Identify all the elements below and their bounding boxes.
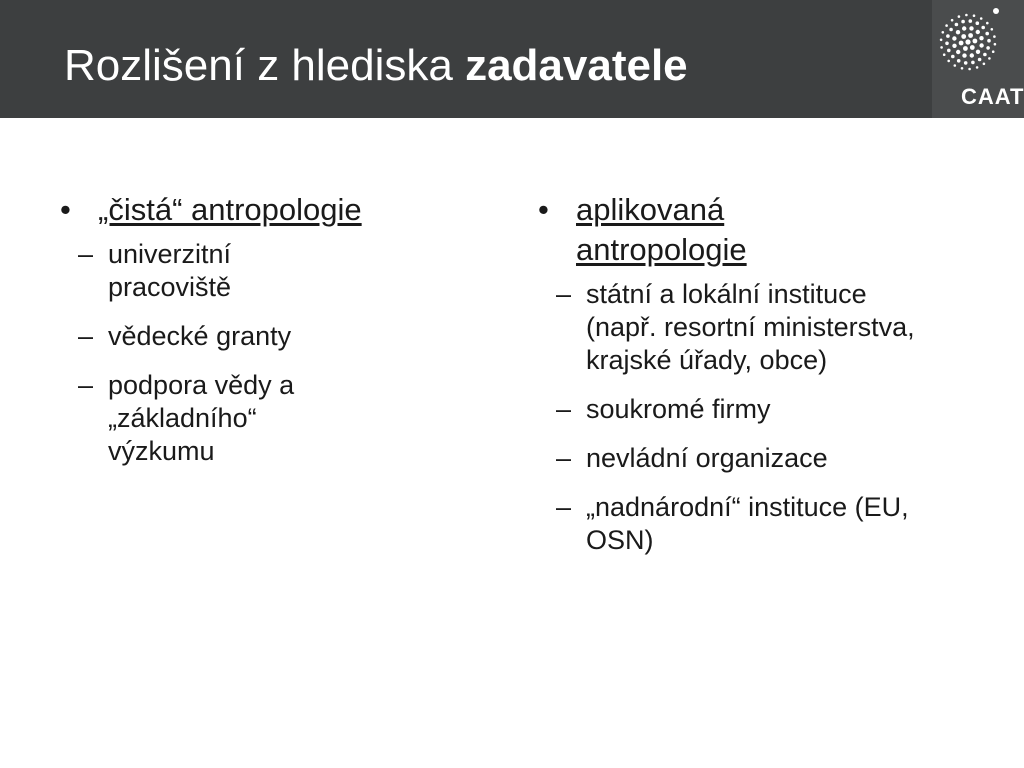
dash-icon: – [556,394,572,424]
dash-icon: – [556,443,572,473]
dash-icon: – [78,239,94,269]
logo-dot [976,30,980,34]
logo-dot [963,46,968,51]
logo-dot [961,67,964,70]
logo-dot [959,41,964,46]
logo-dot [993,35,996,38]
logo-dot [949,28,953,32]
logo-dot [956,30,960,34]
logo-dot [978,58,982,62]
logo-dot [961,34,966,39]
logo-dot [993,8,999,14]
logo-dot [970,53,974,57]
logo-dot [946,34,950,38]
logo-dot [943,53,946,56]
logo-dot [988,57,991,60]
left-heading: „čistá“ antropologie [98,192,362,227]
list-item-text: podpora vědy a „základního“ výzkumu [108,370,295,466]
logo-dot [940,46,943,49]
dash-icon: – [556,492,572,522]
right-heading: aplikovaná antropologie [576,192,747,267]
logo-dot [979,36,983,40]
list-item [60,238,328,304]
dash-icon: – [78,370,94,400]
logo-dot [971,61,975,65]
list-item-text: státní a lokální instituce (např. resortní ministerstva, krajské úřady, obce) [586,279,915,375]
list-item [538,393,986,426]
logo-dot [947,49,951,53]
logo-dot [976,66,979,69]
logo-dot [962,26,966,30]
logo-dot [947,60,950,63]
logo-dot [986,46,990,50]
logo-dot [957,59,961,63]
logo-dot [983,53,987,57]
logo-dot [968,33,973,38]
list-item-text: soukromé firmy [586,394,771,424]
logo-dot [992,50,995,53]
left-subitems [60,238,480,468]
logo-dot [985,32,989,36]
left-heading-item [60,190,480,230]
list-item-text: univerzitní pracoviště [108,239,232,302]
logo-dot [979,43,983,47]
logo-dot [969,19,973,23]
logo-dot [965,14,968,17]
logo-dot [964,61,968,65]
right-subitems [538,278,978,557]
list-item [60,320,468,353]
logo-dot [976,50,980,54]
logo-dot [945,24,948,27]
logo-dot [973,39,978,44]
logo-dot [965,39,970,44]
logo-dot [981,26,985,30]
logo-dot [976,21,980,25]
bullet-icon: • [538,192,549,227]
logo-dot [940,39,943,42]
logo-dot [991,28,994,31]
dash-icon: – [556,279,572,309]
list-item [538,442,986,475]
logo-dot [962,53,966,57]
logo-dot [956,50,960,54]
logo-dot [970,45,975,50]
right-column [538,190,978,573]
title-bold: zadavatele [465,41,688,90]
logo-dot [942,31,945,34]
logo-dot [945,42,949,46]
logo-dot [952,44,956,48]
logo-dot [952,36,956,40]
logo-dot [951,55,955,59]
title-regular: Rozlišení z hlediska [64,41,466,90]
dash-icon: – [78,321,94,351]
logo-dot [980,17,983,20]
logo-dot [958,15,961,18]
list-item-text: nevládní organizace [586,443,828,473]
slide-header [0,0,1024,118]
logo-dot [961,20,965,24]
left-column [60,190,480,484]
logo-dot [986,22,989,25]
right-heading-item [538,190,836,270]
logo-dot [968,68,971,71]
list-item [538,491,916,557]
list-item-text: vědecké granty [108,321,292,351]
logo-dot [951,19,954,22]
slide-title [64,40,688,92]
list-item [538,278,916,377]
logo-text: CAAT [961,84,1024,109]
logo-dot [954,64,957,67]
logo-dot [955,23,959,27]
list-item-text: „nadnárodní“ instituce (EU, OSN) [586,492,909,555]
logo-dot [987,39,991,43]
bullet-icon: • [60,192,71,227]
logo-dot [983,63,986,66]
logo-dot [969,26,973,30]
logo-dot [994,43,997,46]
logo-dot [973,14,976,17]
list-item [60,369,368,468]
